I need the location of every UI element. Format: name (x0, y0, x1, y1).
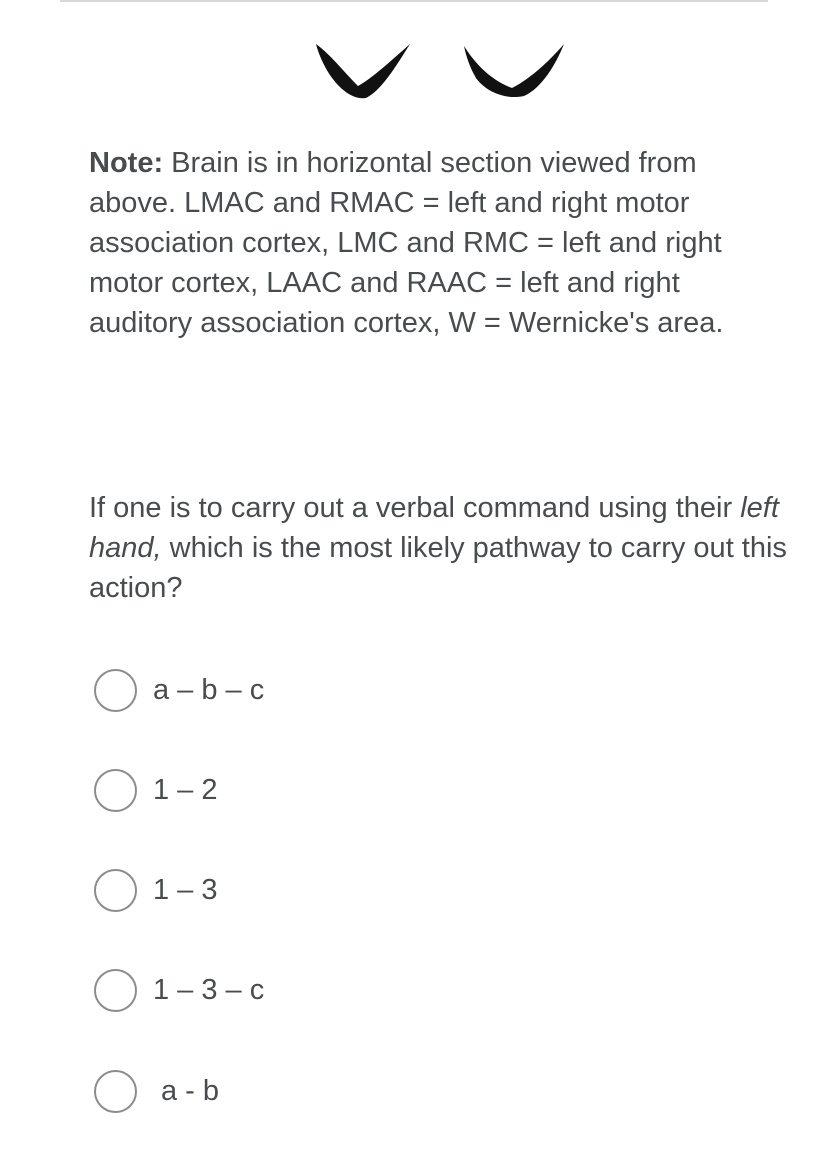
radio-button[interactable] (94, 869, 137, 912)
diagram-note (89, 143, 789, 343)
answer-option-label: a – b – c (153, 673, 265, 706)
answer-option-2[interactable] (94, 765, 218, 815)
question-text-end: which is the most likely pathway to carry out this action? (89, 532, 787, 604)
brain-diagram-left-lobe (316, 44, 410, 98)
radio-button[interactable] (94, 769, 137, 812)
radio-button[interactable] (94, 1070, 137, 1113)
answer-option-1[interactable] (94, 665, 264, 715)
question-emphasis: left hand, (89, 492, 779, 564)
note-label: Note: (89, 147, 164, 179)
top-divider (60, 0, 768, 2)
answer-option-label: 1 – 3 (153, 873, 218, 906)
note-text: Brain is in horizontal section viewed from above. LMAC and RMAC = left and right motor association cortex, LMC and RMC = left and right motor cortex, LAAC and RAAC = left and right auditory association cortex, W = Wernicke's area. (89, 147, 724, 339)
brain-diagram-right-lobe (464, 44, 564, 97)
radio-button[interactable] (94, 669, 137, 712)
answer-option-label: 1 – 3 – c (153, 973, 265, 1006)
answer-option-label: 1 – 2 (153, 773, 218, 806)
answer-option-3[interactable] (94, 865, 218, 915)
radio-button[interactable] (94, 969, 137, 1012)
answer-option-5[interactable] (94, 1066, 219, 1116)
brain-diagram-fragment (300, 38, 580, 110)
answer-option-4[interactable] (94, 965, 264, 1015)
answer-option-label: a - b (161, 1074, 220, 1107)
question-prompt (89, 488, 789, 608)
question-text-start: If one is to carry out a verbal command using their (89, 492, 741, 524)
